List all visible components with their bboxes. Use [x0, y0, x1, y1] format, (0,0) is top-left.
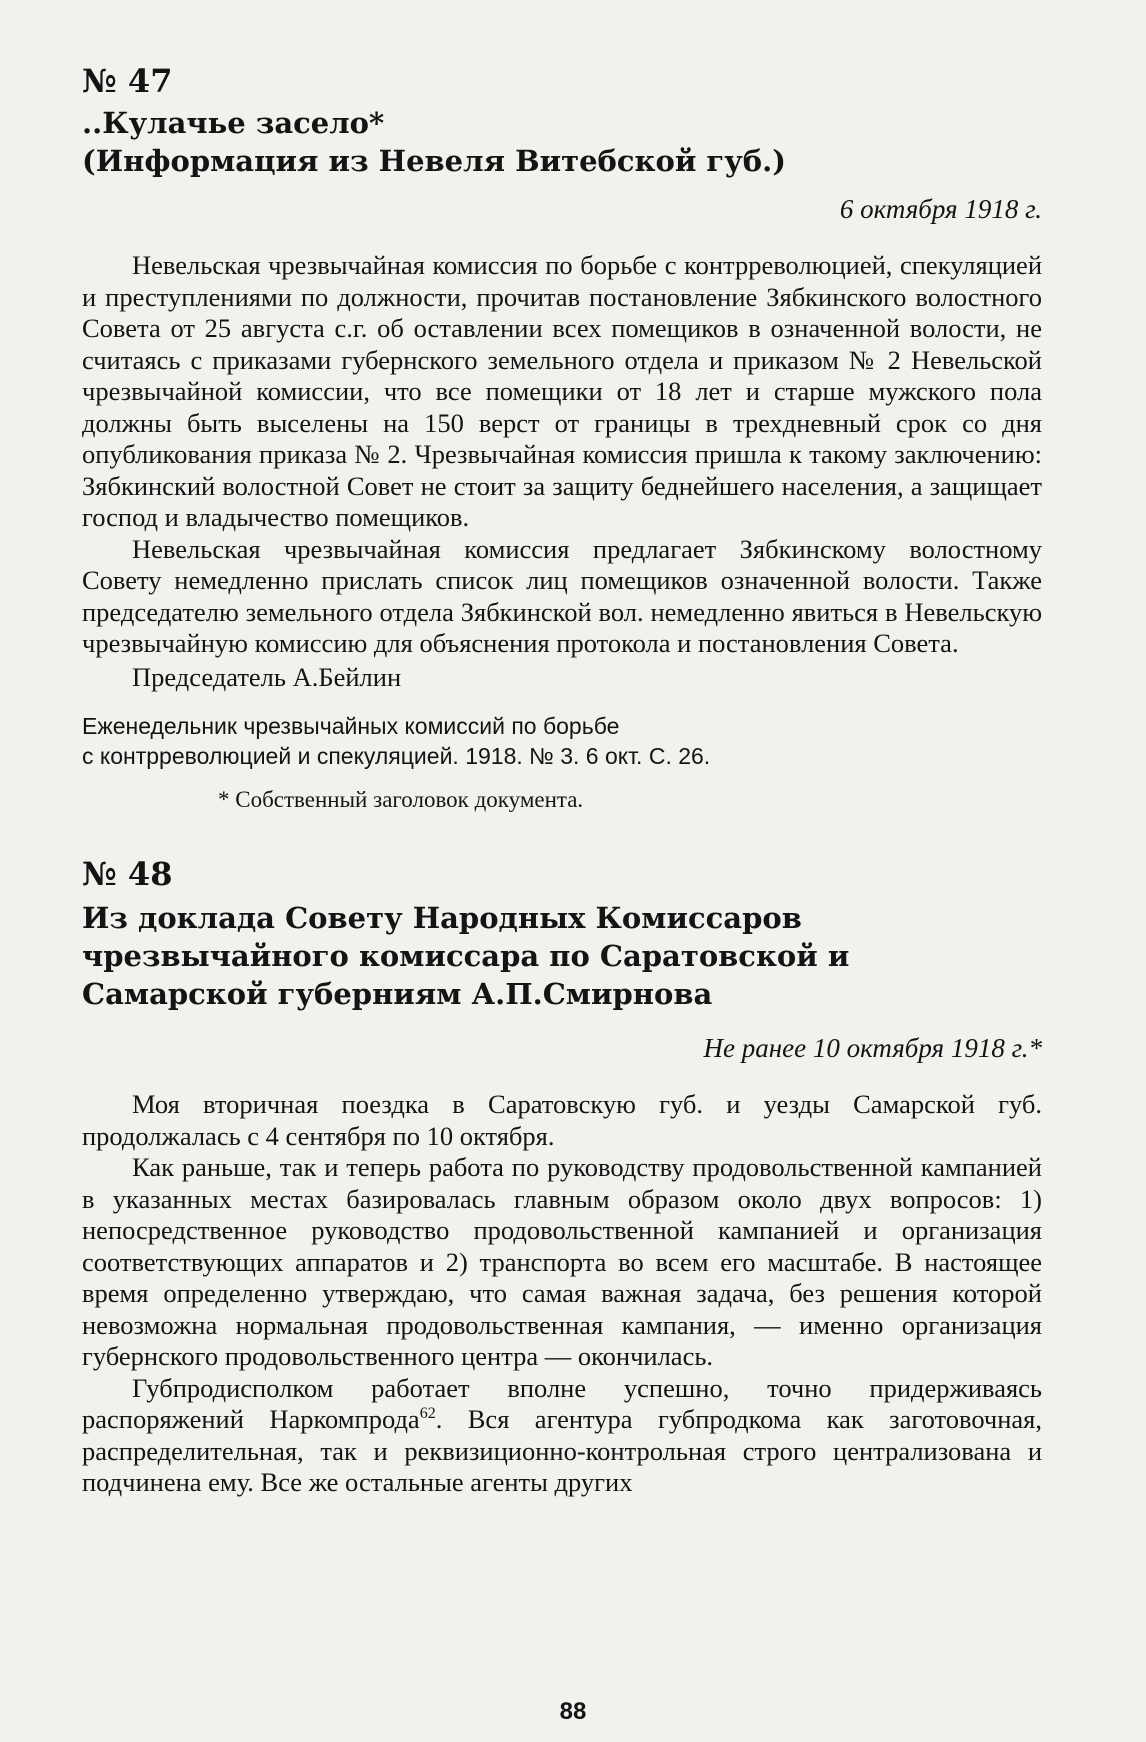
- document-number: № 48: [82, 855, 173, 893]
- paragraph: Моя вторичная поездка в Саратовскую губ. и уезды Самарской губ. продолжалась с 4 сентября по 10 октября.: [82, 1089, 1042, 1151]
- paragraph: [82, 1373, 1042, 1499]
- source-line: с контрреволюцией и спекуляцией. 1918. № 3. 6 окт. С. 26.: [82, 743, 711, 769]
- title-line: Самарской губерниям А.П.Смирнова: [82, 977, 713, 1011]
- document-date: Не ранее 10 октября 1918 г.*: [703, 1033, 1042, 1063]
- paragraph: Невельская чрезвычайная комиссия предлагает Зябкинскому волостному Совету немедленно прислать список лиц помещиков означенной волости. Также председателю земельного отдела Зябкинской вол. немедленно явиться в Невельскую чрезвычайную комиссию для объяснения протокола и постановления Совета.: [82, 533, 1042, 658]
- title-line: Из доклада Совету Народных Комиссаров: [82, 901, 802, 935]
- title-line: чрезвычайного комиссара по Саратовской и: [82, 939, 850, 973]
- source-citation: [82, 711, 1042, 771]
- document-47: [82, 62, 1042, 815]
- paragraph-text: Губпродисполком работает вполне успешно, точно придерживаясь распоряжений Наркомпрода: [82, 1372, 1042, 1434]
- document-date: 6 октября 1918 г.: [839, 194, 1042, 224]
- title-line: (Информация из Невеля Витебской губ.): [82, 144, 786, 178]
- paragraph-text: . Вся агентура губпродкома как заготовочная, распределительная, так и реквизиционно-контрольная строго централизована и подчинена ему. Все же остальные агенты других: [82, 1404, 1042, 1497]
- document-title: [82, 104, 1042, 180]
- footnote: * Собственный заголовок документа.: [218, 787, 584, 812]
- source-line: Еженедельник чрезвычайных комиссий по борьбе: [82, 713, 620, 739]
- paragraph: Как раньше, так и теперь работа по руководству продовольственной кампанией в указанных местах базировалась главным образом около двух вопросов: 1) непосредственное руководство продовольственной кампанией и организация соответствующих аппаратов и 2) транспорта во всем его масштабе. В настоящее время определенно утверждаю, что самая важная задача, без решения которой невозможна нормальная продовольственная кампания, — именно организация губернского продовольственного центра — окончилась.: [82, 1152, 1042, 1371]
- document-48: [82, 855, 1042, 1499]
- page-number: 88: [559, 1698, 587, 1725]
- signature: Председатель А.Бейлин: [132, 661, 402, 692]
- document-number: № 47: [82, 62, 173, 100]
- footnote-reference: 62: [419, 1405, 436, 1423]
- title-line: ..Кулачье засело*: [82, 106, 385, 140]
- document-title: [82, 899, 1042, 1013]
- paragraph: Невельская чрезвычайная комиссия по борьбе с контрреволюцией, спекуляцией и преступлениями по должности, прочитав постановление Зябкинского волостного Совета от 25 августа с.г. об оставлении всех помещиков в означенной волости, не считаясь с приказами губернского земельного отдела и приказом № 2 Невельской чрезвычайной комиссии, что все помещики от 18 лет и старше мужского пола должны быть выселены на 150 верст от границы в трехдневный срок со дня опубликования приказа № 2. Чрезвычайная комиссия пришла к такому заключению: Зябкинский волостной Совет не стоит за защиту беднейшего населения, а защищает господ и владычество помещиков.: [82, 250, 1042, 532]
